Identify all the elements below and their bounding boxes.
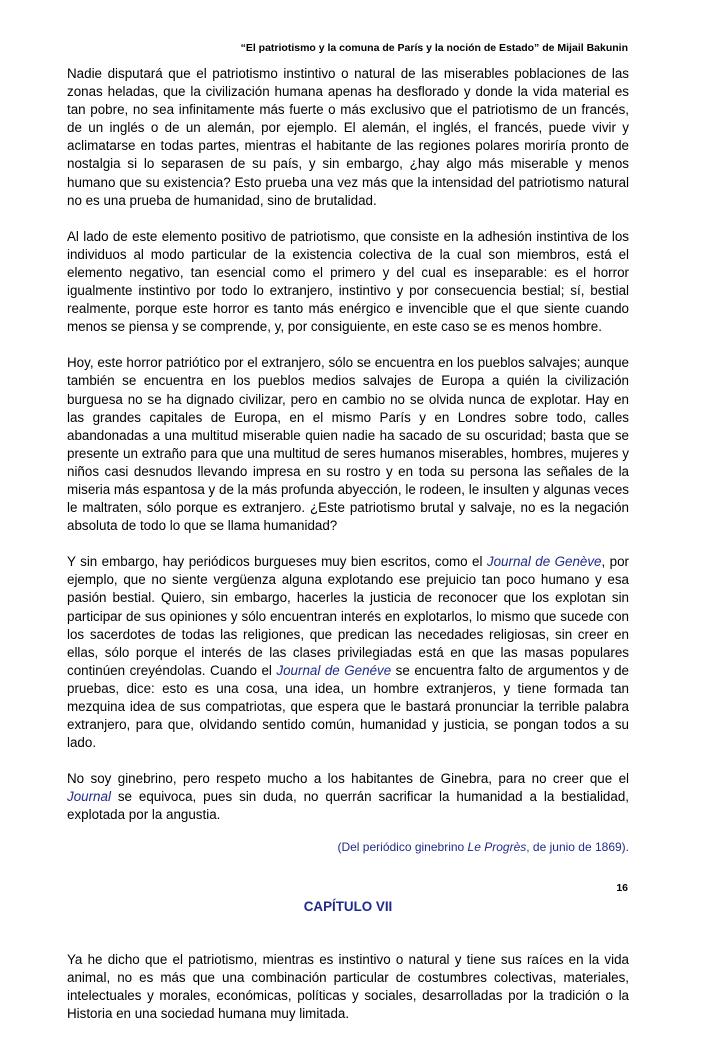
paragraph-2: Al lado de este elemento positivo de patriotismo, que consiste en la adhesión instintiva de los individuos al modo particular de la existencia colectiva de la cual son miembros, está el elemento negativo, tan esencial como el primero y del cual es inseparable: es el horror igualmente instintivo por todo lo extranjero, instintivo y por consecuencia bestial; sí, bestial realmente, porque este horror es tanto más enérgico e invencible que el que siente cuando menos se piensa y se comprende, y, por consiguiente, en este caso se es menos hombre. (67, 228, 629, 335)
running-header: “El patriotismo y la comuna de París y la noción de Estado” de Mijail Bakunin (240, 42, 628, 54)
paragraph-final: Ya he dicho que el patriotismo, mientras es instintivo o natural y tiene sus raíces en la vida animal, no es más que una combinación particular de costumbres colectivas, materiales, intelectuales y morales, económicas, políticas y sociales, desarrolladas por la tradición o la Historia en una sociedad humana muy limitada. (67, 951, 629, 1021)
source-newspaper-title: Le Progrès (467, 839, 527, 854)
p5-text-b: se equivoca, pues sin duda, no querrán sacrificar la humanidad a la bestialidad, explotada por la angustia. (67, 789, 629, 823)
source-text-a: (Del periódico ginebrino (337, 839, 468, 854)
p4-text-a: Y sin embargo, hay periódicos burgueses muy bien escritos, como el (67, 554, 487, 570)
p4-text-c: se encuentra falto de argumentos y de pruebas, dice: esto es una cosa, una idea, un hombre extranjeros, y tiene formada tan mezquina idea de sus compatriotas, que espera que le bastará pronunciar la terrible palabra extranjero, para que, olvidando sentido común, humanidad y justicia, se pongan todos a su lado. (67, 662, 629, 751)
chapter-heading: CAPÍTULO VII (303, 898, 393, 914)
source-citation (67, 839, 629, 855)
journal-title-3: Journal (67, 789, 111, 805)
page-number: 16 (616, 882, 628, 894)
p5-text-a: No soy ginebrino, pero respeto mucho a los habitantes de Ginebra, para no creer que el (67, 771, 629, 787)
journal-title-2: Journal de Genéve (276, 662, 392, 678)
paragraph-4 (67, 553, 629, 752)
paragraph-5 (67, 770, 629, 824)
paragraph-1: Nadie disputará que el patriotismo instintivo o natural de las miserables poblaciones de las zonas heladas, que la civilización humana apenas ha desflorado y donde la vida material es tan pobre, no sea infinitamente más fuerte o más exclusivo que el patriotismo de un francés, de un inglés o de un alemán, por ejemplo. El alemán, el inglés, el francés, puede vivir y aclimatarse en todas partes, mientras el habitante de las regiones polares moriría pronto de nostalgia si lo separasen de su país, y sin embargo, ¿hay algo más miserable y menos humano que su existencia? Esto prueba una vez más que la intensidad del patriotismo natural no es una prueba de humanidad, sino de brutalidad. (67, 66, 629, 208)
paragraph-3: Hoy, este horror patriótico por el extranjero, sólo se encuentra en los pueblos salvajes; aunque también se encuentra en los pueblos medios salvajes de Europa a quién la civilización burguesa no se ha dignado civilizar, pero en cambio no se olvida nunca de explotar. Hay en las grandes capitales de Europa, en el mismo París y en Londres sobre todo, calles abandonadas a una multitud miserable quien nadie ha sacado de su oscuridad; basta que se presente un extraño para que una multitud de seres humanos miserables, hombres, mujeres y niños casi desnudos llevando impresa en su rostro y en toda su persona las señales de la miseria más espantosa y de la más profunda abyección, le rodeen, le insulten y algunas veces le maltraten, sólo porque es extranjero. ¿Este patriotismo brutal y salvaje, no es la negación absoluta de todo lo que se llama humanidad? (67, 355, 629, 534)
journal-title-1: Journal de Genève (486, 554, 602, 570)
page-content (67, 65, 629, 1041)
source-text-b: , de junio de 1869). (526, 839, 629, 854)
p4-text-b: , por ejemplo, que no siente vergüenza alguna explotando ese prejuicio tan poco humano y esa pasión bestial. Quiero, sin embargo, hacerles la justicia de reconocer que los explotan sin participar de sus opiniones y sólo encuentran interés en explotarlos, lo mismo que sucede con los sacerdotes de todas las religiones, que predican las necedades religiosas, sin creer en ellas, sólo porque el interés de las clases privilegiadas está en que las masas populares continúen creyéndolas. Cuando el (67, 554, 629, 678)
